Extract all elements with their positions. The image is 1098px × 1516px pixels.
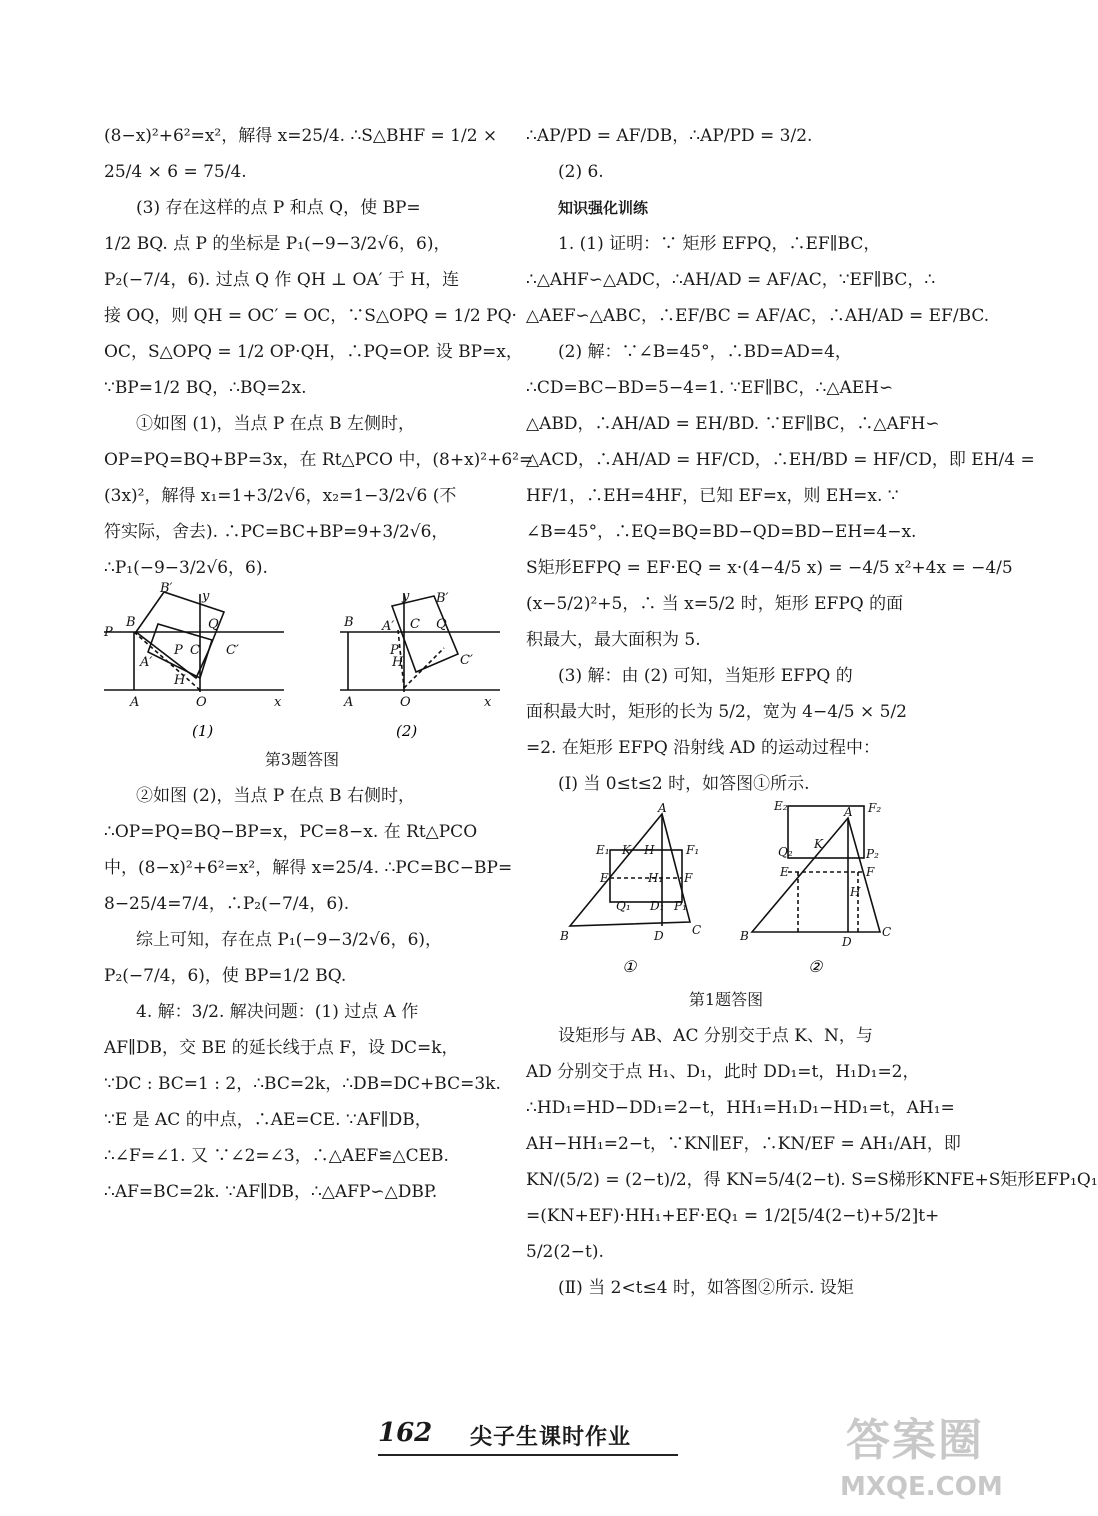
svg-text:Q₁: Q₁ (616, 899, 631, 913)
svg-text:Q: Q (436, 617, 447, 632)
text-line: ∴∠F=∠1. 又 ∵∠2=∠3，∴△AEF≌△CEB. (104, 1146, 449, 1166)
watermark-url: MXQE.COM (840, 1472, 1003, 1502)
text-line: 中，(8−x)²+6²=x²，解得 x=25/4. ∴PC=BC−BP= (104, 858, 513, 878)
figure-q1 (526, 799, 926, 982)
svg-text:A: A (658, 801, 667, 815)
text-line: ∵DC : BC=1 : 2，∴BC=2k，∴DB=DC+BC=3k. (104, 1074, 501, 1094)
svg-text:P: P (174, 643, 183, 658)
svg-text:B′: B′ (436, 591, 449, 606)
section-heading: 知识强化训练 (558, 199, 649, 217)
text-line: P₂(−7/4，6). 过点 Q 作 QH ⊥ OA′ 于 H，连 (104, 270, 460, 290)
text-line: AF∥DB，交 BE 的延长线于点 F，设 DC=k， (104, 1038, 459, 1058)
text-line: ∴CD=BC−BD=5−4=1. ∵EF∥BC，∴△AEH∽ (526, 378, 894, 398)
text-line: ∴P₁(−9−3/2√6，6). (104, 558, 268, 578)
geometry-diagram-q3 (104, 581, 500, 742)
fig-label-1: (1) (192, 722, 214, 740)
fig-label-2: ② (808, 957, 823, 976)
svg-text:B′: B′ (160, 581, 173, 596)
text-line: 符实际，舍去). ∴PC=BC+BP=9+3/2√6， (104, 522, 449, 542)
svg-text:F₁: F₁ (686, 843, 700, 857)
svg-text:A: A (844, 805, 853, 819)
text-line: (3) 解：由 (2) 可知，当矩形 EFPQ 的 (558, 666, 853, 686)
text-line: 接 OQ，则 QH = OC′ = OC，∵S△OPQ = 1/2 PQ· (104, 306, 517, 326)
svg-text:H: H (174, 673, 186, 688)
text-line: =(KN+EF)·HH₁+EF·EQ₁ = 1/2[5/4(2−t)+5/2]t+ (526, 1206, 940, 1226)
svg-text:E₁: E₁ (596, 843, 610, 857)
svg-text:Q: Q (208, 617, 219, 632)
svg-text:y: y (402, 589, 410, 604)
text-line: (8−x)²+6²=x²，解得 x=25/4. ∴S△BHF = 1/2 × (104, 126, 498, 146)
svg-text:P: P (390, 643, 399, 658)
svg-text:A′: A′ (382, 619, 395, 634)
text-line: KN/(5/2) = (2−t)/2，得 KN=5/4(2−t). S=S梯形KNFE+S矩形EFP₁Q₁ (526, 1170, 1098, 1190)
svg-text:y: y (202, 589, 210, 604)
text-line: △ABD，∴AH/AD = EH/BD. ∵EF∥BC，∴△AFH∽ (526, 414, 940, 434)
svg-text:H: H (392, 655, 404, 670)
text-line: AH−HH₁=2−t，∵KN∥EF，∴KN/EF = AH₁/AH，即 (526, 1134, 961, 1154)
svg-text:C: C (190, 643, 200, 658)
text-line: ∴AP/PD = AF/DB，∴AP/PD = 3/2. (526, 126, 813, 146)
svg-text:H: H (644, 843, 655, 857)
fig-label-2: (2) (396, 722, 418, 740)
text-line: S矩形EFPQ = EF·EQ = x·(4−4/5 x) = −4/5 x²+4x = −4/5 (526, 558, 1013, 578)
svg-text:F: F (866, 865, 875, 879)
svg-text:H: H (850, 885, 861, 899)
geometry-diagram-q1 (526, 799, 926, 982)
svg-text:F: F (684, 871, 693, 885)
text-line: (Ⅱ) 当 2<t≤4 时，如答图②所示. 设矩 (558, 1278, 854, 1298)
text-line: ∴HD₁=HD−DD₁=2−t，HH₁=H₁D₁−HD₁=t，AH₁= (526, 1098, 955, 1118)
svg-text:H₁: H₁ (648, 871, 664, 885)
svg-text:O: O (400, 695, 411, 710)
figure-caption: 第1题答图 (688, 990, 764, 1009)
page-number: 162 (378, 1418, 433, 1448)
text-line: =2. 在矩形 EFPQ 沿射线 AD 的运动过程中： (526, 738, 880, 758)
text-line: 综上可知，存在点 P₁(−9−3/2√6，6)， (136, 930, 443, 950)
text-line: (3x)²，解得 x₁=1+3/2√6，x₂=1−3/2√6 (不 (104, 486, 457, 506)
book-title: 尖子生课时作业 (470, 1425, 632, 1450)
text-line: 面积最大时，矩形的长为 5/2，宽为 4−4/5 × 5/2 (526, 702, 907, 722)
text-line: (3) 存在这样的点 P 和点 Q，使 BP= (136, 198, 421, 218)
text-line: ①如图 (1)，当点 P 在点 B 左侧时， (136, 414, 416, 434)
svg-text:E: E (600, 871, 609, 885)
text-line: (x−5/2)²+5，∴ 当 x=5/2 时，矩形 EFPQ 的面 (526, 594, 904, 614)
text-line: HF/1，∴EH=4HF，已知 EF=x，则 EH=x. ∵ (526, 486, 899, 506)
svg-text:K: K (814, 837, 823, 851)
svg-text:A: A (130, 695, 140, 710)
svg-text:A: A (344, 695, 354, 710)
text-line: 4. 解：3/2. 解决问题：(1) 过点 A 作 (136, 1002, 419, 1022)
text-line: (Ⅰ) 当 0≤t≤2 时，如答图①所示. (558, 774, 810, 794)
svg-text:x: x (274, 695, 282, 710)
text-line: ②如图 (2)，当点 P 在点 B 右侧时， (136, 786, 416, 806)
svg-text:B: B (344, 615, 354, 630)
text-line: ∴△AHF∽△ADC，∴AH/AD = AF/AC，∵EF∥BC，∴ (526, 270, 936, 290)
right-column (526, 118, 1098, 1306)
text-line: (2) 解：∵∠B=45°，∴BD=AD=4， (558, 342, 852, 362)
svg-text:B: B (740, 929, 749, 943)
svg-text:E₂: E₂ (774, 799, 788, 813)
svg-text:P₁: P₁ (674, 899, 687, 913)
text-line: 1/2 BQ. 点 P 的坐标是 P₁(−9−3/2√6，6)， (104, 234, 451, 254)
text-line: ∴OP=PQ=BQ−BP=x，PC=8−x. 在 Rt△PCO (104, 822, 478, 842)
svg-text:P₂: P₂ (866, 847, 879, 861)
text-line: 8−25/4=7/4，∴P₂(−7/4，6). (104, 894, 350, 914)
svg-text:D₁: D₁ (650, 899, 665, 913)
text-line: ∵BP=1/2 BQ，∴BQ=2x. (104, 378, 307, 398)
text-line: (2) 6. (558, 162, 604, 182)
svg-text:B: B (126, 615, 136, 630)
text-line: △ACD，∴AH/AD = HF/CD，∴EH/BD = HF/CD，即 EH/4 = (526, 450, 1035, 470)
left-column (104, 118, 534, 1210)
svg-text:D: D (842, 935, 852, 949)
text-line: ∴AF=BC=2k. ∵AF∥DB，∴△AFP∽△DBP. (104, 1182, 438, 1202)
svg-text:C: C (882, 925, 892, 939)
text-line: 5/2(2−t). (526, 1242, 604, 1262)
text-line: 1. (1) 证明：∵ 矩形 EFPQ，∴EF∥BC， (558, 234, 881, 254)
text-line: P₂(−7/4，6)，使 BP=1/2 BQ. (104, 966, 347, 986)
figure-caption: 第3题答图 (264, 750, 340, 769)
svg-text:B: B (560, 929, 569, 943)
fig-label-1: ① (622, 957, 637, 976)
svg-text:F₂: F₂ (868, 801, 882, 815)
svg-text:O: O (196, 695, 207, 710)
svg-text:P: P (104, 625, 113, 640)
text-line: 设矩形与 AB、AC 分别交于点 K、N，与 (558, 1026, 873, 1046)
text-line: ∠B=45°，∴EQ=BQ=BD−QD=BD−EH=4−x. (526, 522, 917, 542)
watermark-text: 答案圈 (846, 1415, 984, 1466)
text-line: ∵E 是 AC 的中点，∴AE=CE. ∵AF∥DB， (104, 1110, 432, 1130)
footer-rule (378, 1454, 678, 1456)
svg-text:Q₂: Q₂ (778, 845, 793, 859)
svg-text:C: C (410, 617, 420, 632)
watermark-logo (832, 1400, 1003, 1516)
svg-text:E: E (780, 865, 789, 879)
svg-text:C: C (692, 923, 702, 937)
svg-text:K: K (622, 843, 631, 857)
text-line: OC，S△OPQ = 1/2 OP·QH，∴PQ=OP. 设 BP=x， (104, 342, 523, 362)
text-line: 25/4 × 6 = 75/4. (104, 162, 247, 182)
figure-q3 (104, 581, 500, 742)
text-line: 积最大，最大面积为 5. (526, 630, 701, 650)
svg-text:D: D (654, 929, 664, 943)
text-line: △AEF∽△ABC，∴EF/BC = AF/AC，∴AH/AD = EF/BC. (526, 306, 990, 326)
text-line: OP=PQ=BQ+BP=3x，在 Rt△PCO 中，(8+x)²+6²= (104, 450, 534, 470)
svg-text:A′: A′ (140, 655, 153, 670)
svg-text:C′: C′ (226, 643, 239, 658)
text-line: AD 分别交于点 H₁、D₁，此时 DD₁=t，H₁D₁=2， (526, 1062, 920, 1082)
svg-text:x: x (484, 695, 492, 710)
svg-text:C′: C′ (460, 653, 473, 668)
